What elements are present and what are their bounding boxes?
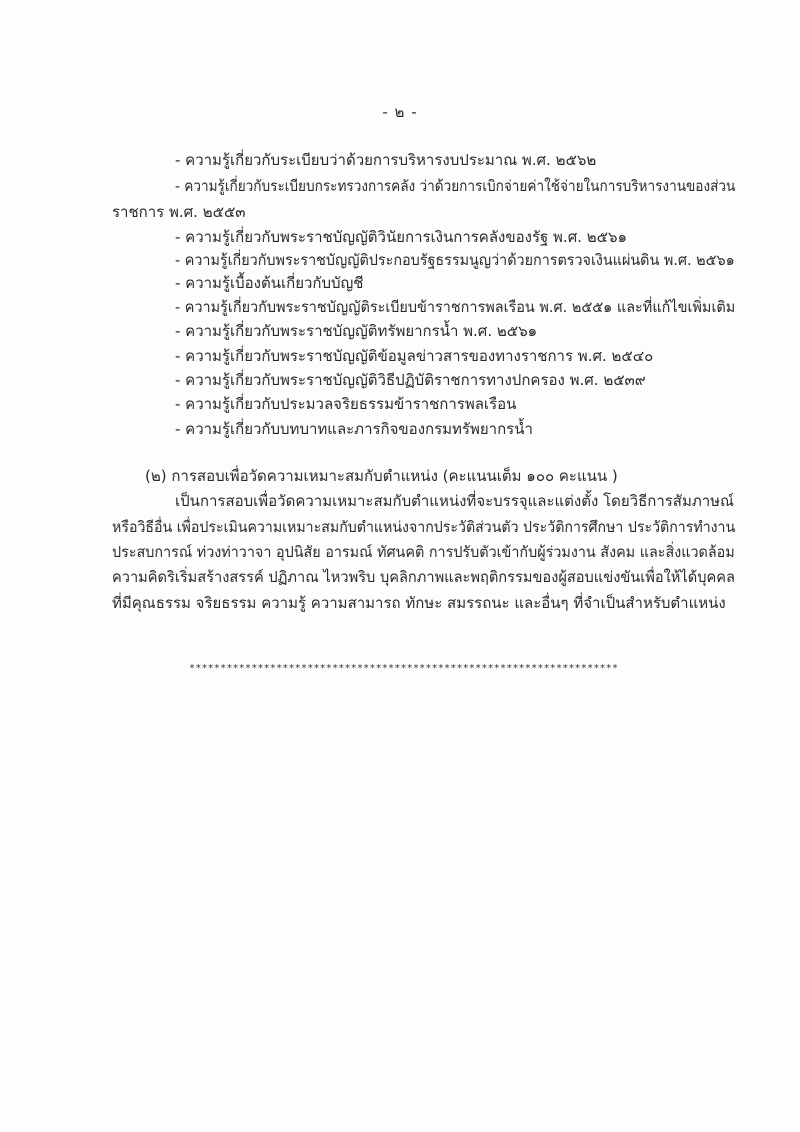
knowledge-item: - ความรู้เกี่ยวกับพระราชบัญญัติทรัพยากรน้ำ พ.ศ. ๒๕๖๑ xyxy=(175,322,538,340)
knowledge-item-continuation: ราชการ พ.ศ. ๒๕๕๓ xyxy=(112,203,246,221)
knowledge-item: - ความรู้เกี่ยวกับพระราชบัญญัติประกอบรัฐธรรมนูญว่าด้วยการตรวจเงินแผ่นดิน พ.ศ. ๒๕๖๑ xyxy=(175,251,735,269)
paragraph-line: ความคิดริเริ่มสร้างสรรค์ ปฏิภาณ ไหวพริบ บุคลิกภาพและพฤติกรรมของผู้สอบแข่งขันเพื่อให้ได้บุคคล xyxy=(112,568,735,586)
knowledge-item: - ความรู้เกี่ยวกับพระราชบัญญัติวิธีปฏิบัติราชการทางปกครอง พ.ศ. ๒๕๓๙ xyxy=(175,371,646,389)
asterisk-divider: ********************************************************************* xyxy=(189,663,619,674)
paragraph-line: เป็นการสอบเพื่อวัดความเหมาะสมกับตำแหน่งที่จะบรรจุและแต่งตั้ง โดยวิธีการสัมภาษณ์ xyxy=(175,492,734,510)
knowledge-item: - ความรู้เบื้องต้นเกี่ยวกับบัญชี xyxy=(175,274,364,292)
knowledge-item: - ความรู้เกี่ยวกับระเบียบว่าด้วยการบริหารงบประมาณ พ.ศ. ๒๕๖๒ xyxy=(175,151,597,169)
knowledge-item: - ความรู้เกี่ยวกับบทบาทและภารกิจของกรมทรัพยากรน้ำ xyxy=(175,420,533,438)
knowledge-item: - ความรู้เกี่ยวกับระเบียบกระทรวงการคลัง ว่าด้วยการเบิกจ่ายค่าใช้จ่ายในการบริหารงานของส่วน xyxy=(175,177,736,195)
paragraph-line: ประสบการณ์ ท่วงท่าวาจา อุปนิสัย อารมณ์ ทัศนคติ การปรับตัวเข้ากับผู้ร่วมงาน สังคม และสิ่งแวดล้อม xyxy=(112,543,735,561)
paragraph-line: หรือวิธีอื่น เพื่อประเมินความเหมาะสมกับตำแหน่งจากประวัติส่วนตัว ประวัติการศึกษา ประวัติการทำงาน xyxy=(112,518,736,536)
page-number: - ๒ - xyxy=(382,103,418,121)
section-heading: (๒) การสอบเพื่อวัดความเหมาะสมกับตำแหน่ง (คะแนนเต็ม ๑๐๐ คะแนน ) xyxy=(145,467,618,485)
paragraph-line: ที่มีคุณธรรม จริยธรรม ความรู้ ความสามารถ ทักษะ สมรรถนะ และอื่นๆ ที่จำเป็นสำหรับตำแหน่ง xyxy=(112,594,726,612)
knowledge-item: - ความรู้เกี่ยวกับพระราชบัญญัติข้อมูลข่าวสารของทางราชการ พ.ศ. ๒๕๔๐ xyxy=(175,347,654,365)
knowledge-item: - ความรู้เกี่ยวกับพระราชบัญญัติวินัยการเงินการคลังของรัฐ พ.ศ. ๒๕๖๑ xyxy=(175,228,628,246)
knowledge-item: - ความรู้เกี่ยวกับพระราชบัญญัติระเบียบข้าราชการพลเรือน พ.ศ. ๒๕๕๑ และที่แก้ไขเพิ่มเติม xyxy=(175,298,736,316)
knowledge-item: - ความรู้เกี่ยวกับประมวลจริยธรรมข้าราชการพลเรือน xyxy=(175,395,517,413)
